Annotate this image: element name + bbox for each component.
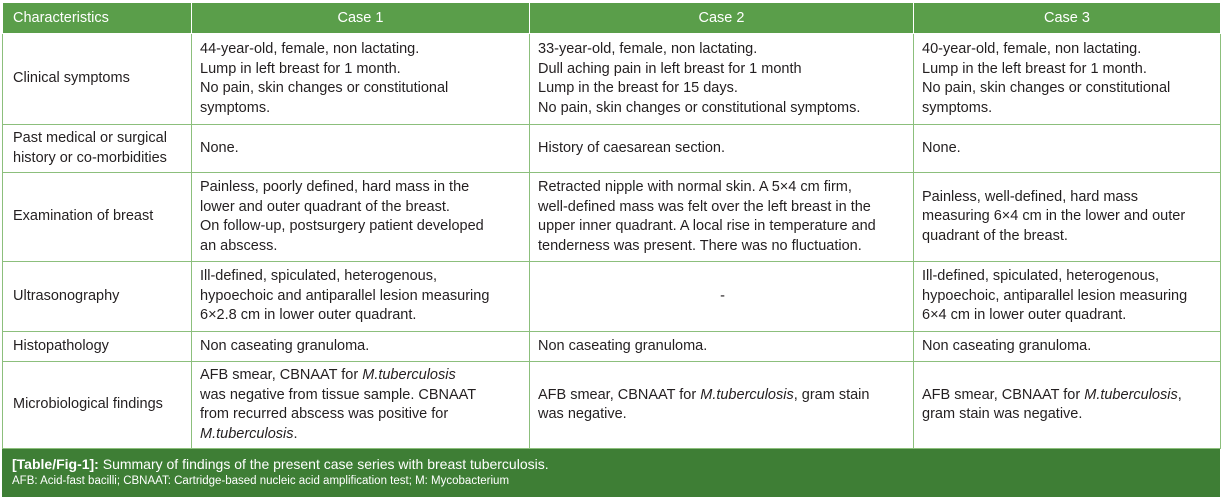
cell-line: [922, 306, 1214, 326]
row-label-line: Examination of breast: [13, 208, 154, 225]
cell-text: , gram stain: [793, 386, 870, 403]
table-cell-case-1: [192, 332, 530, 362]
cell-text: History of caesarean section.: [538, 139, 725, 156]
table-body: [3, 34, 1221, 449]
cell-line: [200, 287, 523, 307]
cell-text: Painless, poorly defined, hard mass in the: [200, 179, 470, 195]
cell-text: ,: [1177, 386, 1182, 403]
header-case-2: Case 2: [530, 3, 914, 34]
table-cell-case-2: [530, 362, 914, 449]
cell-text: 6×2.8 cm in lower outer quadrant.: [200, 307, 417, 324]
cell-text: 33-year-old, female, non lactating.: [538, 41, 758, 57]
cell-line: [200, 337, 523, 357]
table-cell-case-2: [530, 332, 914, 362]
row-label-line: Clinical symptoms: [13, 70, 130, 87]
cell-text: lower and outer quadrant of the breast.: [200, 198, 450, 215]
cell-text: Painless, well-defined, hard mass: [922, 188, 1138, 205]
cell-text: hypoechoic, antiparallel lesion measuring: [922, 287, 1188, 304]
cell-line: [200, 99, 523, 119]
cell-text: None.: [922, 139, 961, 156]
table-cell-case-3: [914, 34, 1221, 125]
cell-text: No pain, skin changes or constitutional: [922, 80, 1171, 96]
italic-organism-name: M.tuberculosis: [700, 386, 794, 403]
header-row: [3, 3, 1221, 34]
cell-text: 6×4 cm in lower outer quadrant.: [922, 307, 1127, 324]
cell-text: Non caseating granuloma.: [922, 337, 1092, 354]
cell-line: [922, 139, 1214, 159]
row-label: [3, 173, 192, 262]
cell-text: Lump in left breast for 1 month.: [200, 60, 401, 77]
case-series-figure: [2, 2, 1220, 499]
cell-line: [538, 217, 907, 237]
cell-line: [538, 79, 907, 99]
table-row: [3, 173, 1221, 262]
cell-text: AFB smear, CBNAAT for: [200, 367, 363, 383]
cell-line: [538, 405, 907, 425]
cell-text: Lump in the left breast for 1 month.: [922, 60, 1147, 77]
cell-text: AFB smear, CBNAAT for: [922, 386, 1085, 403]
cell-text: tenderness was present. There was no fluctuation.: [538, 237, 862, 254]
cell-line: [922, 99, 1214, 119]
cell-text: symptoms.: [200, 99, 271, 116]
table-cell-case-2: [530, 173, 914, 262]
cell-line: [538, 99, 907, 119]
cell-line: [200, 405, 523, 425]
cell-text: well-defined mass was felt over the left breast in the: [538, 198, 871, 215]
cell-line: [200, 198, 523, 218]
cell-text: On follow-up, postsurgery patient developed: [200, 218, 484, 234]
cell-line: [200, 40, 523, 60]
cell-line: [922, 79, 1214, 99]
row-label-line: Past medical or surgical: [13, 130, 167, 146]
cell-text: 40-year-old, female, non lactating.: [922, 41, 1142, 57]
italic-organism-name: M.tuberculosis: [362, 367, 456, 383]
cell-text: No pain, skin changes or constitutional: [200, 80, 449, 96]
row-label-line: Microbiological findings: [13, 396, 163, 413]
cell-line: [200, 60, 523, 80]
table-cell-case-1: [192, 262, 530, 332]
table-row: [3, 362, 1221, 449]
table-cell-case-1: [192, 34, 530, 125]
header-characteristics: Characteristics: [3, 3, 192, 34]
table-cell-case-1: [192, 125, 530, 173]
table-cell-case-2: [530, 262, 914, 332]
cell-text: from recurred abscess was positive for: [200, 406, 449, 422]
cell-text: hypoechoic and antiparallel lesion measuring: [200, 287, 490, 304]
row-label-line: Ultrasonography: [13, 287, 120, 304]
table-cell-case-3: [914, 362, 1221, 449]
row-label: [3, 332, 192, 362]
table-row: [3, 34, 1221, 125]
table-cell-case-3: [914, 125, 1221, 173]
cell-line: [922, 267, 1214, 287]
cell-line: [922, 386, 1214, 406]
cell-line: [200, 217, 523, 237]
cell-text: None.: [200, 139, 239, 156]
cell-line: [922, 227, 1214, 247]
header-case-3: Case 3: [914, 3, 1221, 34]
cell-line: [200, 366, 523, 386]
cell-line: [538, 60, 907, 80]
cell-line: [538, 178, 907, 198]
cell-text: AFB smear, CBNAAT for: [538, 386, 701, 403]
cell-text: gram stain was negative.: [922, 406, 1083, 422]
table-row: [3, 262, 1221, 332]
row-label: [3, 362, 192, 449]
cell-text: .: [293, 425, 298, 442]
cell-text: quadrant of the breast.: [922, 227, 1068, 244]
table-row: [3, 332, 1221, 362]
cell-text: Ill-defined, spiculated, heterogenous,: [922, 268, 1159, 285]
cell-text: Retracted nipple with normal skin. A 5×4 cm firm,: [538, 179, 852, 195]
header-case-1: Case 1: [192, 3, 530, 34]
cell-text: measuring 6×4 cm in the lower and outer: [922, 208, 1186, 225]
cell-line: [922, 287, 1214, 307]
findings-table: [2, 2, 1221, 449]
cell-text: -: [720, 287, 725, 304]
cell-line: [200, 79, 523, 99]
cell-text: Ill-defined, spiculated, heterogenous,: [200, 268, 437, 285]
cell-line: [538, 139, 907, 159]
cell-line: [922, 188, 1214, 208]
cell-line: [538, 337, 907, 357]
cell-text: 44-year-old, female, non lactating.: [200, 41, 420, 57]
cell-text: symptoms.: [922, 99, 993, 116]
cell-line: [200, 267, 523, 287]
cell-line: [538, 198, 907, 218]
row-label: [3, 262, 192, 332]
table-cell-case-3: [914, 173, 1221, 262]
row-label: [3, 34, 192, 125]
cell-line: [200, 139, 523, 159]
table-row: [3, 125, 1221, 173]
cell-line: [922, 337, 1214, 357]
cell-text: Dull aching pain in left breast for 1 month: [538, 60, 802, 77]
cell-line: [922, 207, 1214, 227]
table-cell-case-1: [192, 173, 530, 262]
cell-line: [538, 40, 907, 60]
row-label-line: Histopathology: [13, 337, 109, 354]
italic-organism-name: M.tuberculosis: [200, 425, 294, 442]
table-cell-case-2: [530, 34, 914, 125]
cell-line: [200, 237, 523, 257]
caption-tag: [Table/Fig-1]:: [12, 456, 99, 472]
cell-line: [538, 386, 907, 406]
caption-abbreviations: AFB: Acid-fast bacilli; CBNAAT: Cartridge-based nucleic acid amplification test; M: Mycobacterium: [12, 475, 510, 487]
cell-line: [200, 178, 523, 198]
cell-text: was negative from tissue sample. CBNAAT: [200, 386, 477, 403]
cell-text: No pain, skin changes or constitutional symptoms.: [538, 99, 861, 116]
cell-line: [922, 40, 1214, 60]
cell-text: Lump in the breast for 15 days.: [538, 80, 738, 96]
table-cell-case-3: [914, 262, 1221, 332]
cell-line: [200, 386, 523, 406]
table-cell-case-1: [192, 362, 530, 449]
cell-text: an abscess.: [200, 237, 278, 254]
table-cell-case-3: [914, 332, 1221, 362]
cell-text: Non caseating granuloma.: [538, 337, 708, 354]
cell-line: [200, 306, 523, 326]
table-cell-case-2: [530, 125, 914, 173]
caption-text: Summary of findings of the present case series with breast tuberculosis.: [98, 456, 549, 472]
row-label: [3, 125, 192, 173]
row-label-line: history or co-morbidities: [13, 149, 167, 166]
cell-line: [538, 237, 907, 257]
cell-line: [538, 287, 907, 307]
cell-line: [200, 425, 523, 445]
table-caption: [2, 449, 1220, 497]
cell-line: [922, 405, 1214, 425]
cell-text: Non caseating granuloma.: [200, 337, 370, 354]
cell-text: upper inner quadrant. A local rise in temperature and: [538, 218, 876, 234]
cell-line: [922, 60, 1214, 80]
caption-title: [12, 455, 1210, 473]
italic-organism-name: M.tuberculosis: [1084, 386, 1178, 403]
cell-text: was negative.: [538, 406, 627, 422]
